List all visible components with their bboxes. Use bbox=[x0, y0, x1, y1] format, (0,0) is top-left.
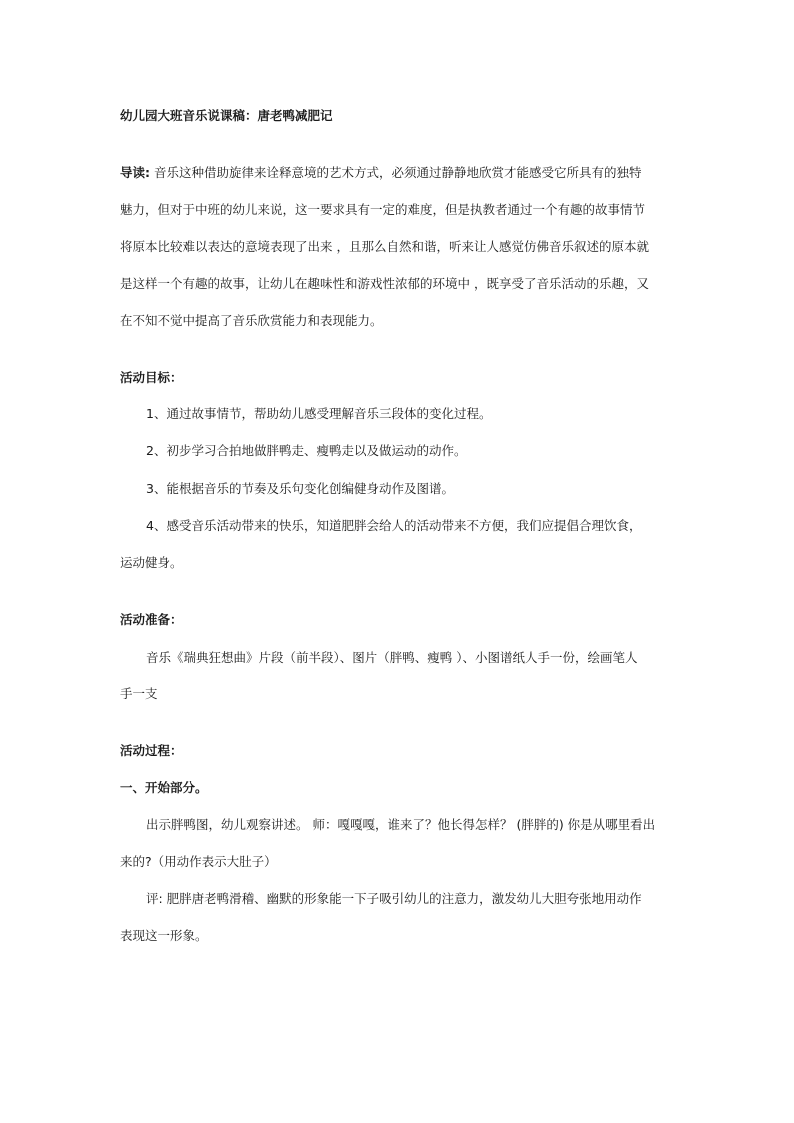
document-title: 幼儿园大班音乐说课稿：唐老鸭减肥记 bbox=[120, 108, 333, 123]
prep-heading: 活动准备： bbox=[120, 612, 183, 627]
process-para-1-line-2: 来的?（用动作表示大肚子） bbox=[120, 854, 277, 869]
process-part-1: 一、开始部分。 bbox=[120, 780, 208, 795]
prep-line-2: 手一支 bbox=[120, 686, 158, 701]
process-para-2-line-1: 评: 肥胖唐老鸭滑稽、幽默的形象能一下子吸引幼儿的注意力，激发幼儿大胆夸张地用动作 bbox=[146, 891, 642, 906]
intro-line-4: 是这样一个有趣的故事，让幼儿在趣味性和游戏性浓郁的环境中 ，既享受了音乐活动的乐趣，又 bbox=[120, 276, 649, 291]
goal-item-1: 1、通过故事情节，帮助幼儿感受理解音乐三段体的变化过程。 bbox=[146, 406, 492, 421]
prep-line-1: 音乐《瑞典狂想曲》片段（前半段）、图片（胖鸭、瘦鸭 ）、小图谱纸人手一份，绘画笔人 bbox=[146, 650, 638, 665]
goals-heading: 活动目标： bbox=[120, 370, 183, 385]
process-para-2-line-2: 表现这一形象。 bbox=[120, 928, 208, 943]
goal-item-4-cont: 运动健身。 bbox=[120, 555, 183, 570]
process-para-1-line-1: 出示胖鸭图，幼儿观察讲述。 师：嘎嘎嘎，谁来了？他长得怎样？ (胖胖的) 你是从哪里看出 bbox=[146, 817, 656, 832]
goal-item-2: 2、初步学习合拍地做胖鸭走、瘦鸭走以及做运动的动作。 bbox=[146, 443, 467, 458]
goal-item-3: 3、能根据音乐的节奏及乐句变化创编健身动作及图谱。 bbox=[146, 481, 454, 496]
goal-item-4: 4、感受音乐活动带来的快乐，知道肥胖会给人的活动带来不方便，我们应提倡合理饮食， bbox=[146, 518, 642, 533]
process-heading: 活动过程： bbox=[120, 743, 183, 758]
intro-line-3: 将原本比较难以表达的意境表现了出来 ，且那么自然和谐，听来让人感觉仿佛音乐叙述的原本就 bbox=[120, 239, 649, 254]
intro-line-2: 魅力，但对于中班的幼儿来说，这一要求具有一定的难度，但是执教者通过一个有趣的故事情节 bbox=[120, 202, 646, 217]
intro-label: 导读: bbox=[120, 165, 150, 180]
intro-line-5: 在不知不觉中提高了音乐欣赏能力和表现能力。 bbox=[120, 313, 383, 328]
intro-text-1: 音乐这种借助旋律来诠释意境的艺术方式，必须通过静静地欣赏才能感受它所具有的独特 bbox=[153, 165, 642, 180]
intro-line-1 bbox=[120, 165, 642, 181]
